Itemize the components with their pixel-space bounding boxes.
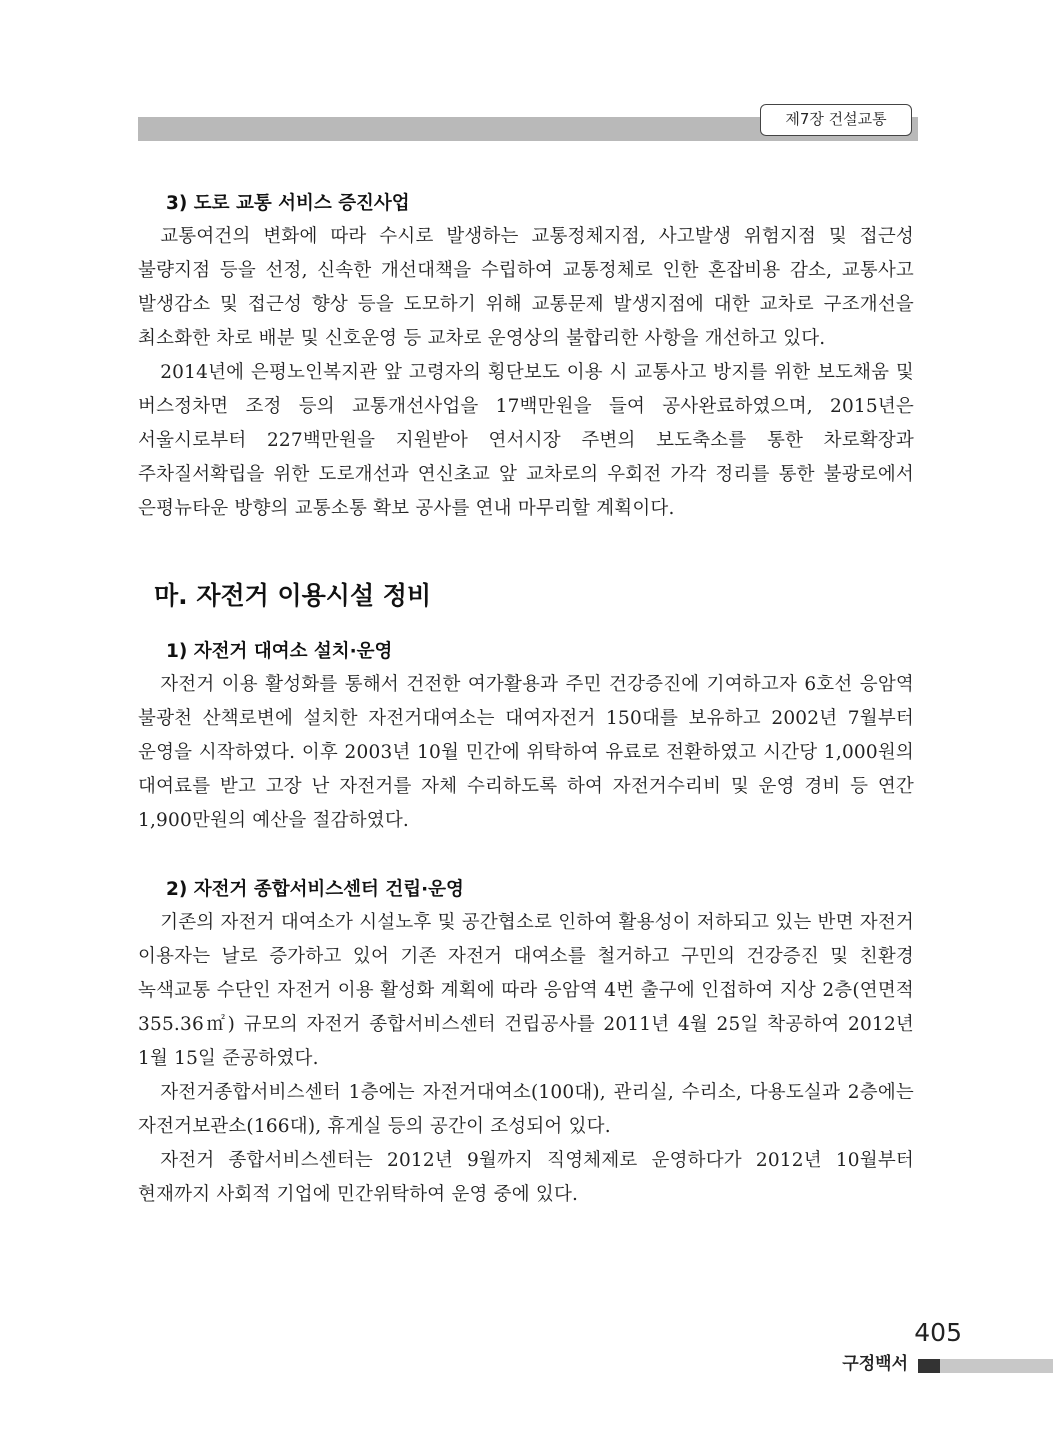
- bicycle-rental-paragraph: 자전거 이용 활성화를 통해서 건전한 여가활용과 주민 건강증진에 기여하고자 6호선 응암역 불광천 산책로변에 설치한 자전거대여소는 대여자전거 150대를 보유하고 2002년 7월부터 운영을 시작하였다. 이후 2003년 10월 민간에 위탁하여 유료로 전환하였고 시간당 1,000원의 대여료를 받고 고장 난 자전거를 자체 수리하도록 하여 자전거수리비 및 운영 경비 등 연간 1,900만원의 예산을 절감하였다.: [138, 674, 914, 831]
- footer-bar-dark: [918, 1359, 940, 1373]
- service-center-paragraph-1: 기존의 자전거 대여소가 시설노후 및 공간협소로 인하여 활용성이 저하되고 있는 반면 자전거 이용자는 날로 증가하고 있어 기존 자전거 대여소를 철거하고 구민의 건강증진 및 친환경 녹색교통 수단인 자전거 이용 활성화 계획에 따라 응암역 4번 출구에 인접하여 지상 2층(연면적 355.36㎡) 규모의 자전거 종합서비스센터 건립공사를 2011년 4월 25일 착공하여 2012년 1월 15일 준공하였다.: [138, 912, 914, 1069]
- road-service-paragraph-1: 교통여건의 변화에 따라 수시로 발생하는 교통정체지점, 사고발생 위험지점 및 접근성 불량지점 등을 선정, 신속한 개선대책을 수립하여 교통정체로 인한 혼잡비용 감소, 교통사고 발생감소 및 접근성 향상 등을 도모하기 위해 교통문제 발생지점에 대한 교차로 구조개선을 최소화한 차로 배분 및 신호운영 등 교차로 운영상의 불합리한 사항을 개선하고 있다.: [138, 226, 914, 349]
- service-center-heading: 2) 자전거 종합서비스센터 건립·운영: [166, 879, 464, 900]
- service-center-paragraph-3: 자전거 종합서비스센터는 2012년 9월까지 직영체제로 운영하다가 2012년 10월부터 현재까지 사회적 기업에 민간위탁하여 운영 중에 있다.: [138, 1150, 914, 1205]
- footer-bar-light: [940, 1359, 1053, 1373]
- bicycle-rental-heading: 1) 자전거 대여소 설치·운영: [166, 641, 393, 662]
- service-center-paragraph-2: 자전거종합서비스센터 1층에는 자전거대여소(100대), 관리실, 수리소, 다용도실과 2층에는 자전거보관소(166대), 휴게실 등의 공간이 조성되어 있다.: [138, 1082, 914, 1137]
- chapter-tab: 제7장 건설교통: [760, 104, 912, 136]
- road-service-paragraph-2: 2014년에 은평노인복지관 앞 고령자의 횡단보도 이용 시 교통사고 방지를 위한 보도채움 및 버스정차면 조정 등의 교통개선사업을 17백만원을 들여 공사완료하였으며, 2015년은 서울시로부터 227백만원을 지원받아 연서시장 주변의 보도축소를 통한 차로확장과 주차질서확립을 위한 도로개선과 연신초교 앞 교차로의 우회전 가각 정리를 통한 불광로에서 은평뉴타운 방향의 교통소통 확보 공사를 연내 마무리할 계획이다.: [138, 362, 914, 519]
- book-title: 구정백서: [842, 1354, 908, 1374]
- page-content: [138, 188, 914, 1212]
- bicycle-section-heading: 마. 자전거 이용시설 정비: [154, 581, 432, 610]
- page-number: 405: [914, 1318, 962, 1347]
- road-service-heading: 3) 도로 교통 서비스 증진사업: [166, 193, 410, 214]
